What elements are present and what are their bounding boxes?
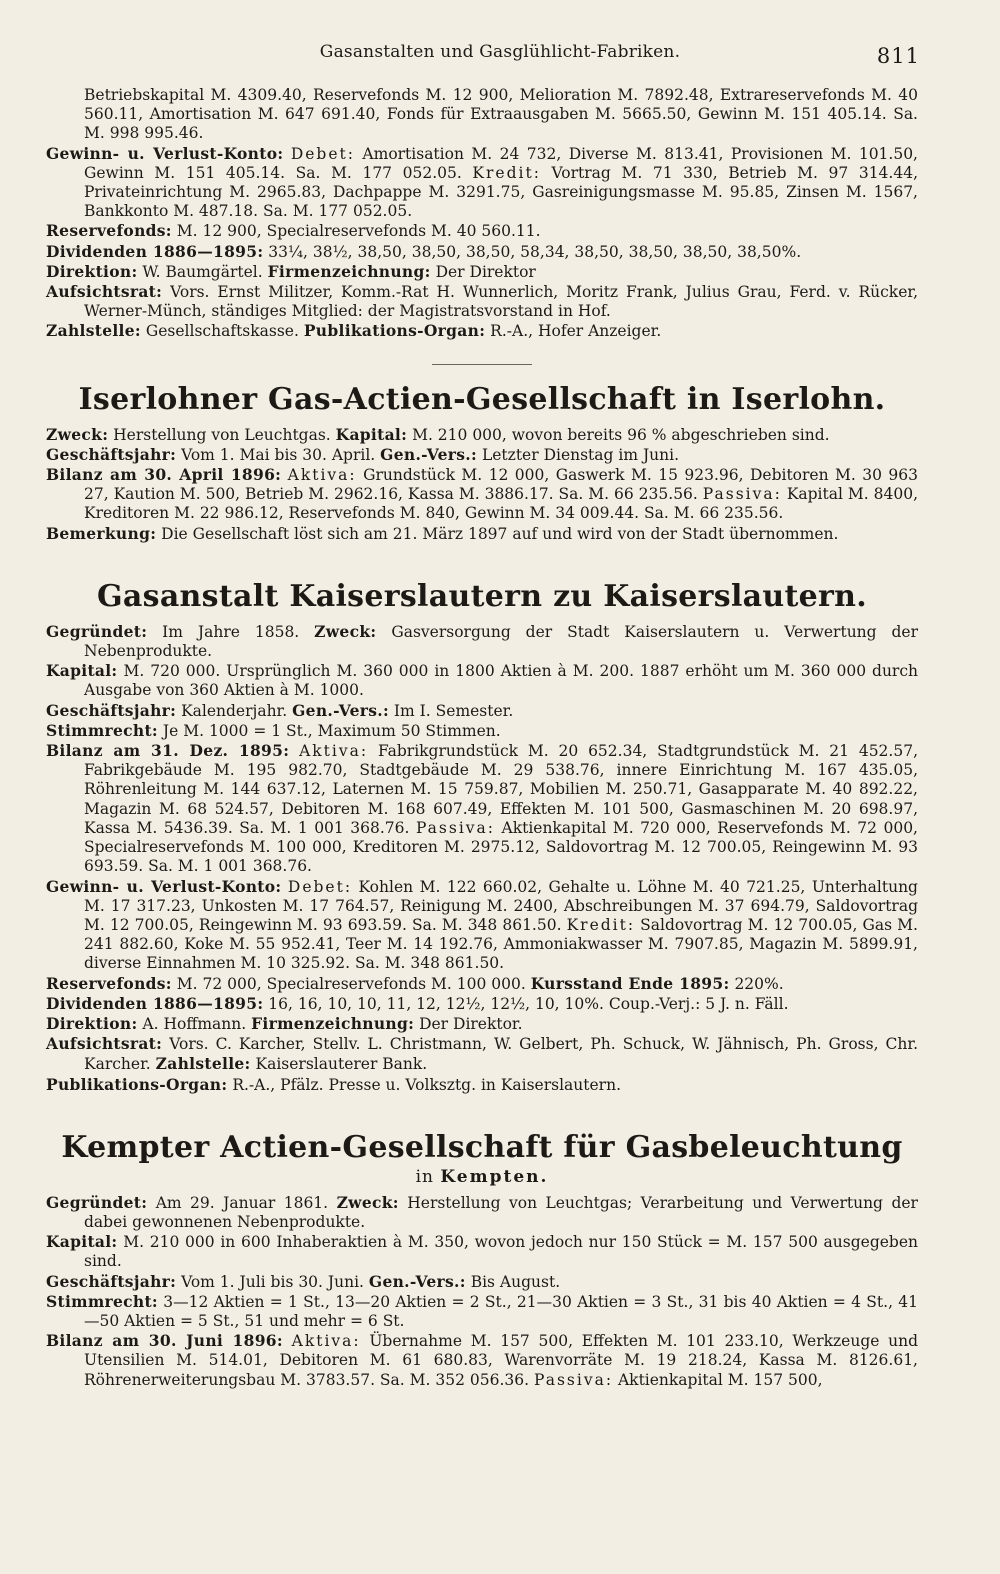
fiscal-year-label: Geschäftsjahr: <box>46 1271 177 1291</box>
voting-rights-label: Stimmrecht: <box>46 1291 158 1311</box>
aktiva-label: Aktiva: <box>287 466 357 485</box>
fiscal-year-paragraph <box>46 445 918 465</box>
profit-loss-label: Gewinn- u. Verlust-Konto: <box>46 143 284 163</box>
supervisory-board-paragraph <box>46 1034 918 1074</box>
profit-loss-paragraph <box>46 877 918 974</box>
reserve-label: Reservefonds: <box>46 221 172 241</box>
paying-agent-paragraph <box>46 321 918 341</box>
capital-text: M. 720 000. Ursprünglich M. 360 000 in 1800 Aktien à M. 200. 1887 erhöht um M. 360 000 durch Ausgabe von 360 Aktien à M. 1000. <box>84 662 918 700</box>
supervisory-board-paragraph <box>46 282 918 321</box>
general-meeting-text: Letzter Dienstag im Juni. <box>481 445 680 464</box>
supervisory-board-text: Vors. C. Karcher, Stellv. L. Christmann, W. Gelbert, Ph. Schuck, W. Jähnisch, Ph. Gross, Chr. Karcher. <box>84 1035 919 1074</box>
supervisory-board-text: Vors. Ernst Militzer, Komm.-Rat H. Wunnerlich, Moritz Frank, Julius Grau, Ferd. v. Rücker, Werner-Münch, ständiges Mitglied: der Magistratsvorstand in Hof. <box>84 283 918 321</box>
previous-company-section <box>46 86 918 342</box>
general-meeting-text: Bis August. <box>470 1272 561 1291</box>
dividends-label: Dividenden 1886—1895: <box>46 993 264 1013</box>
balance-paragraph <box>46 465 918 524</box>
kempten-section <box>46 1131 918 1390</box>
profit-loss-label: Gewinn- u. Verlust-Konto: <box>46 876 282 896</box>
general-meeting-label: Gen.-Vers.: <box>368 1271 466 1291</box>
publication-label: Publikations-Organ: <box>46 1074 228 1094</box>
remark-paragraph <box>46 524 918 544</box>
voting-rights-text: Je M. 1000 = 1 St., Maximum 50 Stimmen. <box>162 721 501 740</box>
purpose-label: Zweck: <box>46 424 109 444</box>
founded-label: Gegründet: <box>46 621 148 641</box>
running-title: Gasanstalten und Gasglühlicht-Fabriken. <box>319 42 681 62</box>
publication-text: R.-A., Pfälz. Presse u. Volksztg. in Kaiserslautern. <box>232 1075 621 1094</box>
passiva-label: Passiva: <box>533 1370 614 1389</box>
company-title: Gasanstalt Kaiserslautern zu Kaiserslautern. <box>96 578 868 614</box>
passiva-label: Passiva: <box>702 485 782 504</box>
voting-rights-paragraph <box>46 1292 918 1331</box>
remark-text: Die Gesellschaft löst sich am 21. März 1897 auf und wird von der Stadt übernommen. <box>161 524 839 543</box>
page-header <box>0 42 1000 72</box>
remark-label: Bemerkung: <box>46 523 157 543</box>
capital-label: Kapital: <box>46 661 118 681</box>
balance-label: Bilanz am 30. April 1896: <box>46 465 282 485</box>
general-meeting-label: Gen.-Vers.: <box>292 700 389 720</box>
reserve-text: M. 72 000, Specialreservefonds M. 100 000. <box>176 974 526 993</box>
voting-rights-label: Stimmrecht: <box>46 720 158 740</box>
balance-paragraph <box>46 1331 918 1390</box>
voting-rights-text: 3—12 Aktien = 1 St., 13—20 Aktien = 2 St., 21—30 Aktien = 3 St., 31 bis 40 Aktien = 4 St., 41—50 Aktien = 5 St., 51 und mehr = 6 St. <box>84 1292 918 1330</box>
share-price-text: 220%. <box>734 974 784 993</box>
passiva-text: Aktienkapital M. 720 000, Reservefonds M. 72 000, Specialreservefonds M. 100 000, Kreditoren M. 2975.12, Saldovortrag M. 12 700.05, Reingewinn M. 93 693.59. Sa. M. 1 001 368.76. <box>84 818 918 876</box>
direction-label: Direktion: <box>46 261 138 281</box>
direction-text: W. Baumgärtel. <box>142 262 263 281</box>
passiva-label: Passiva: <box>415 818 495 837</box>
passiva-text: Aktienkapital M. 157 500, <box>617 1370 823 1389</box>
fiscal-year-label: Geschäftsjahr: <box>46 700 177 720</box>
kredit-label: Kredit: <box>472 163 541 182</box>
dividends-paragraph <box>46 242 918 262</box>
voting-rights-paragraph <box>46 721 918 741</box>
direction-paragraph <box>46 1014 918 1034</box>
debet-label: Debet: <box>290 144 355 163</box>
page-content <box>46 86 918 1390</box>
share-price-label: Kursstand Ende 1895: <box>530 973 730 993</box>
subtitle-prefix: in <box>415 1166 434 1187</box>
passiva-text: Kapital M. 8400, Kreditoren M. 22 986.12, Reservefonds M. 840, Gewinn M. 34 009.44. Sa. M. 66 235.56. <box>84 485 918 523</box>
company-title: Iserlohner Gas-Actien-Gesellschaft in Iserlohn. <box>78 381 886 417</box>
kredit-text: Saldovortrag M. 12 700.05, Gas M. 241 882.60, Koke M. 55 952.41, Teer M. 14 192.76, Ammoniakwasser M. 7907.85, Magazin M. 5899.91, diverse Einnahmen M. 10 325.92. Sa. M. 348 861.50. <box>84 915 918 973</box>
dividends-paragraph <box>46 994 918 1014</box>
balance-label: Bilanz am 31. Dez. 1895: <box>46 741 290 761</box>
debet-label: Debet: <box>287 877 353 896</box>
section-divider <box>432 364 532 365</box>
reserve-paragraph <box>46 974 918 994</box>
purpose-label: Zweck: <box>336 1192 399 1212</box>
reserve-paragraph <box>46 221 918 241</box>
founded-label: Gegründet: <box>46 1192 148 1212</box>
capital-text: Betriebskapital M. 4309.40, Reservefonds M. 12 900, Melioration M. 7892.48, Extrareservefonds M. 40 560.11, Amortisation M. 647 691.40, Fonds für Extraausgaben M. 5665.50, Gewinn M. 151 405.14. Sa. M. 998 995.46. <box>84 86 918 143</box>
signature-label: Firmenzeichnung: <box>251 1013 415 1033</box>
direction-paragraph <box>46 262 918 282</box>
purpose-label: Zweck: <box>314 621 377 641</box>
signature-label: Firmenzeichnung: <box>267 261 431 281</box>
signature-text: Der Direktor. <box>419 1014 523 1033</box>
reserve-label: Reservefonds: <box>46 973 172 993</box>
capital-text: M. 210 000 in 600 Inhaberaktien à M. 350, wovon jedoch nur 150 Stück = M. 157 500 ausgegeben sind. <box>84 1233 918 1271</box>
publication-text: R.-A., Hofer Anzeiger. <box>490 322 662 341</box>
founded-paragraph <box>46 622 918 661</box>
supervisory-board-label: Aufsichtsrat: <box>46 1034 163 1054</box>
page-number: 811 <box>876 44 920 68</box>
direction-label: Direktion: <box>46 1013 138 1033</box>
company-subtitle <box>46 1167 918 1187</box>
company-title: Kempter Actien-Gesellschaft für Gasbeleuchtung <box>61 1129 903 1165</box>
aktiva-label: Aktiva: <box>291 1332 361 1351</box>
aktiva-text: Übernahme M. 157 500, Effekten M. 101 233.10, Werkzeuge und Utensilien M. 514.01, Debitoren M. 61 680.83, Warenvorräte M. 19 218.24, Kassa M. 8126.61, Röhrenerweiterungsbau M. 3783.57. Sa. M. 352 056.36. <box>84 1332 919 1389</box>
purpose-paragraph <box>46 425 918 445</box>
aktiva-text: Fabrikgrundstück M. 20 652.34, Stadtgrundstück M. 21 452.57, Fabrikgebäude M. 195 982.70, Stadtgebäude M. 29 538.76, innere Einrichtung M. 167 435.05, Röhrenleitung M. 144 637.12, Laternen M. 15 759.87, Mobilien M. 250.71, Gasapparate M. 40 892.22, Magazin M. 68 524.57, Debitoren M. 168 607.49, Effekten M. 101 500, Gasmaschinen M. 20 698.97, Kassa M. 5436.39. Sa. M. 1 001 368.76. <box>84 742 918 837</box>
kaiserslautern-section <box>46 580 918 1095</box>
purpose-text: Gasversorgung der Stadt Kaiserslautern u. Verwertung der Nebenprodukte. <box>84 622 919 661</box>
balance-paragraph <box>46 741 918 876</box>
reserve-text: M. 12 900, Specialreservefonds M. 40 560.11. <box>176 222 541 241</box>
capital-text: M. 210 000, wovon bereits 96 % abgeschrieben sind. <box>412 425 830 444</box>
paying-agent-label: Zahlstelle: <box>46 321 141 341</box>
kredit-text: Vortrag M. 71 330, Betrieb M. 97 314.44, Privateinrichtung M. 2965.83, Dachpappe M. 3291.75, Gasreinigungsmasse M. 95.85, Zinsen M. 1567, Bankkonto M. 487.18. Sa. M. 177 052.05. <box>84 163 918 221</box>
supervisory-board-label: Aufsichtsrat: <box>46 282 163 302</box>
fiscal-year-text: Vom 1. Juli bis 30. Juni. <box>181 1272 364 1291</box>
direction-text: A. Hoffmann. <box>142 1014 247 1033</box>
fiscal-year-text: Vom 1. Mai bis 30. April. <box>181 445 376 464</box>
founded-text: Am 29. Januar 1861. <box>155 1193 329 1212</box>
balance-label: Bilanz am 30. Juni 1896: <box>46 1331 283 1351</box>
founded-paragraph <box>46 1193 918 1232</box>
iserlohn-section <box>46 383 918 544</box>
capital-label: Kapital: <box>46 1232 118 1252</box>
fiscal-year-paragraph <box>46 701 918 721</box>
debet-text: Kohlen M. 122 660.02, Gehalte u. Löhne M. 40 721.25, Unterhaltung M. 17 317.23, Unkosten M. 17 764.57, Reinigung M. 2400, Abschreibungen M. 37 694.79, Saldovortrag M. 12 700.05, Reingewinn M. 93 693.59. Sa. M. 348 861.50. <box>84 877 918 934</box>
capital-paragraph <box>46 1232 918 1271</box>
kredit-label: Kredit: <box>566 915 636 934</box>
paying-agent-text: Gesellschaftskasse. <box>145 322 299 341</box>
capital-label: Kapital: <box>335 424 408 444</box>
subtitle-city: Kempten. <box>440 1166 549 1187</box>
general-meeting-label: Gen.-Vers.: <box>380 444 478 464</box>
purpose-text: Herstellung von Leuchtgas; Verarbeitung und Verwertung der dabei gewonnenen Nebenprodukte. <box>84 1193 918 1231</box>
purpose-text: Herstellung von Leuchtgas. <box>113 425 331 444</box>
publication-label: Publikations-Organ: <box>303 321 486 341</box>
publication-paragraph <box>46 1075 918 1095</box>
profit-loss-paragraph <box>46 144 918 222</box>
general-meeting-text: Im I. Semester. <box>393 701 514 720</box>
debet-text: Amortisation M. 24 732, Diverse M. 813.41, Provisionen M. 101.50, Gewinn M. 151 405.14. Sa. M. 177 052.05. <box>84 144 918 182</box>
founded-text: Im Jahre 1858. <box>162 622 300 641</box>
capital-paragraph <box>46 86 918 144</box>
aktiva-label: Aktiva: <box>299 742 369 761</box>
paying-agent-text: Kaiserslauterer Bank. <box>255 1055 428 1074</box>
aktiva-text: Grundstück M. 12 000, Gaswerk M. 15 923.96, Debitoren M. 30 963 27, Kaution M. 500, Betrieb M. 2962.16, Kassa M. 3886.17. Sa. M. 66 235.56. <box>84 466 918 504</box>
fiscal-year-text: Kalenderjahr. <box>181 701 288 720</box>
coupon-text: Coup.-Verj.: 5 J. n. Fäll. <box>608 994 789 1013</box>
fiscal-year-label: Geschäftsjahr: <box>46 444 177 464</box>
capital-paragraph <box>46 661 918 700</box>
signature-text: Der Direktor <box>435 262 536 281</box>
dividends-text: 33¼, 38½, 38,50, 38,50, 38,50, 58,34, 38,50, 38,50, 38,50, 38,50%. <box>268 242 802 261</box>
dividends-label: Dividenden 1886—1895: <box>46 241 264 261</box>
dividends-text: 16, 16, 10, 10, 11, 12, 12½, 12½, 10, 10%. <box>268 994 604 1013</box>
fiscal-year-paragraph <box>46 1272 918 1292</box>
paying-agent-label: Zahlstelle: <box>155 1054 251 1074</box>
